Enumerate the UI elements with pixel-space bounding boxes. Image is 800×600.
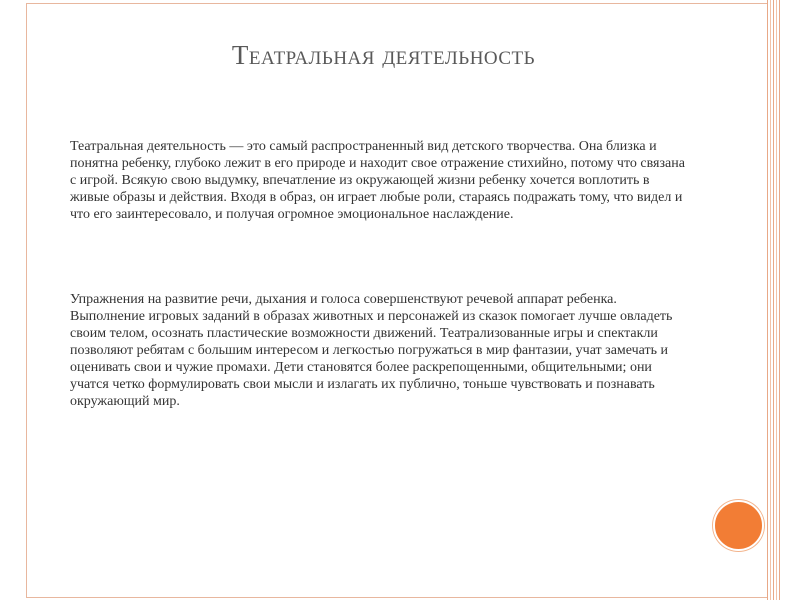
slide-title: Театральная деятельность	[231, 40, 536, 70]
decorative-circle-icon	[713, 500, 764, 551]
decorative-stripe	[776, 0, 777, 600]
bullet-marker-icon	[48, 262, 58, 274]
decorative-stripe	[779, 0, 780, 600]
decorative-stripe	[770, 0, 771, 600]
bullet-marker-icon	[48, 104, 58, 116]
bullet-text: Упражнения на развитие речи, дыхания и голоса совершенствуют речевой аппарат ребенка. Выполнение игровых заданий в образах животных и персонажей из сказок помогает лучше овладеть своим телом, осознать пластические возможности движений. Театрализованные игры и спектакли позволяют ребятам с большим интересом и легкостью погружаться в мир фантазии, учат замечать и оценивать свои и чужие промахи. Дети становятся более раскрепощенными, общительными; они учатся четко формулировать свои мысли и излагать их публично, тоньше чувствовать и познавать окружающий мир.	[70, 292, 673, 409]
decorative-stripe	[773, 0, 774, 600]
decorative-stripe	[767, 0, 768, 600]
bullet-text: Театральная деятельность — это самый распространенный вид детского творчества. Она близка и понятна ребенку, глубоко лежит в его природе и находит свое отражение стихийно, потому что связана с игрой. Всякую свою выдумку, впечатление из окружающей жизни ребенку хочется воплотить в живые образы и действия. Входя в образ, он играет любые роли, стараясь подражать тому, что видел и что его заинтересовало, и получая огромное эмоциональное наслаждение.	[70, 139, 685, 222]
